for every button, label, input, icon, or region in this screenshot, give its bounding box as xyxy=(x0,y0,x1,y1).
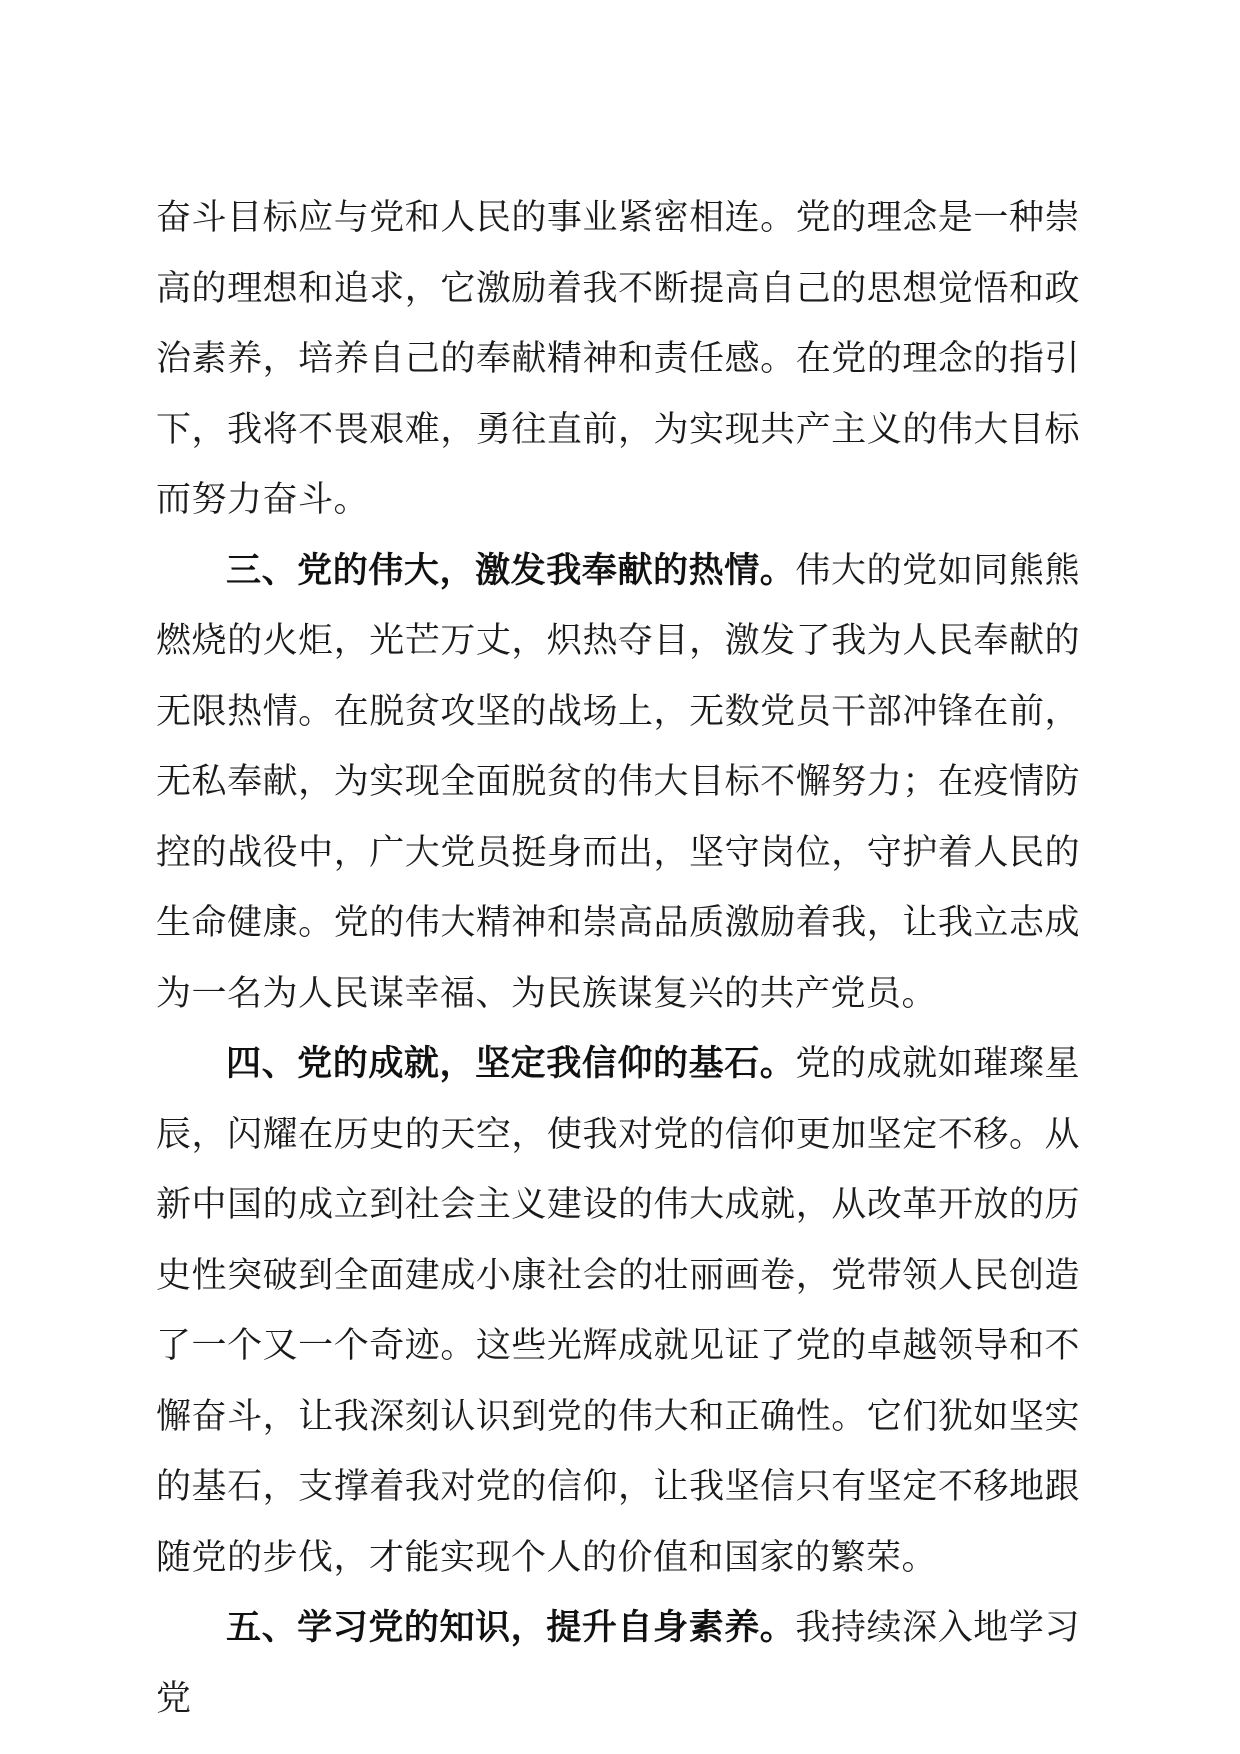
section-3-text: 伟大的党如同熊熊燃烧的火炬，光芒万丈，炽热夺目，激发了我为人民奉献的无限热情。在脱贫攻坚的战场上，无数党员干部冲锋在前，无私奉献，为实现全面脱贫的伟大目标不懈努力；在疫情防控的战役中，广大党员挺身而出，坚守岗位，守护着人民的生命健康。党的伟大精神和崇高品质激励着我，让我立志成为一名为人民谋幸福、为民族谋复兴的共产党员。 xyxy=(156,550,1080,1014)
paragraph-section-3 xyxy=(156,536,1080,1030)
paragraph-continuation xyxy=(156,183,1080,536)
paragraph-section-5 xyxy=(156,1593,1080,1734)
section-5-text: 我持续深入地学习党 xyxy=(156,1608,1080,1719)
paragraph-text: 奋斗目标应与党和人民的事业紧密相连。党的理念是一种崇高的理想和追求，它激励着我不断提高自己的思想觉悟和政治素养，培养自己的奉献精神和责任感。在党的理念的指引下，我将不畏艰难，勇往直前，为实现共产主义的伟大目标而努力奋斗。 xyxy=(156,198,1080,520)
section-5-heading: 五、学习党的知识，提升自身素养。 xyxy=(226,1608,796,1648)
section-4-heading: 四、党的成就，坚定我信仰的基石。 xyxy=(226,1044,796,1084)
section-4-text: 党的成就如璀璨星辰，闪耀在历史的天空，使我对党的信仰更加坚定不移。从新中国的成立到社会主义建设的伟大成就，从改革开放的历史性突破到全面建成小康社会的壮丽画卷，党带领人民创造了一个又一个奇迹。这些光辉成就见证了党的卓越领导和不懈奋斗，让我深刻认识到党的伟大和正确性。它们犹如坚实的基石，支撑着我对党的信仰，让我坚信只有坚定不移地跟随党的步伐，才能实现个人的价值和国家的繁荣。 xyxy=(156,1044,1080,1578)
document-body xyxy=(156,183,1080,1734)
paragraph-section-4 xyxy=(156,1029,1080,1593)
section-3-heading: 三、党的伟大，激发我奉献的热情。 xyxy=(226,550,796,591)
